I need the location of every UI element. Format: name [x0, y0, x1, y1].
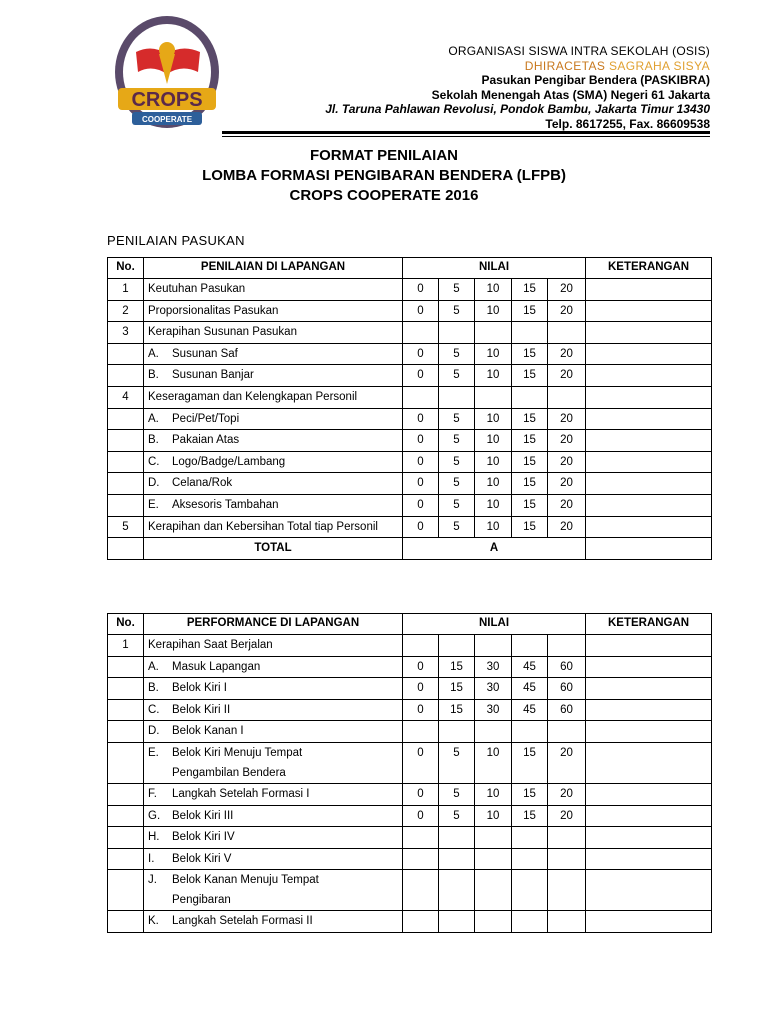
score-option[interactable]: 10 — [475, 300, 512, 322]
score-option[interactable]: 5 — [439, 430, 475, 452]
score-option[interactable]: 0 — [403, 365, 439, 387]
total-blank — [108, 538, 144, 560]
score-option[interactable]: 15 — [512, 742, 548, 783]
score-option[interactable]: 20 — [548, 343, 586, 365]
score-option[interactable]: 60 — [548, 678, 586, 700]
sub-criterion-marker: G. — [148, 809, 161, 822]
score-option[interactable]: 20 — [548, 473, 586, 495]
crops-cooperate-logo — [112, 14, 222, 136]
sub-criterion-label: Peci/Pet/Topi — [172, 412, 240, 425]
keterangan-cell[interactable] — [586, 721, 712, 743]
sub-criterion-label: Belok Kiri V — [172, 852, 232, 865]
sub-criterion-label: Belok Kiri Menuju Tempat Pengambilan Bendera — [172, 746, 303, 779]
table-row — [108, 656, 712, 678]
score-option[interactable]: 0 — [403, 408, 439, 430]
score-option[interactable]: 10 — [475, 516, 512, 538]
score-option — [475, 911, 512, 933]
score-option[interactable]: 10 — [475, 805, 512, 827]
table-row — [108, 678, 712, 700]
score-option[interactable]: 20 — [548, 365, 586, 387]
keterangan-cell[interactable] — [586, 635, 712, 657]
sub-criterion-label: Langkah Setelah Formasi I — [172, 787, 310, 800]
score-option — [512, 322, 548, 344]
table-row — [108, 721, 712, 743]
score-option — [512, 911, 548, 933]
sub-criterion-label: Belok Kanan I — [172, 725, 244, 738]
criterion-label: Proporsionalitas Pasukan — [144, 300, 403, 322]
keterangan-cell[interactable] — [586, 386, 712, 408]
score-option[interactable]: 10 — [475, 408, 512, 430]
sub-criterion-marker: B. — [148, 434, 159, 447]
sub-criterion-marker: B. — [148, 682, 159, 695]
score-option[interactable]: 30 — [475, 656, 512, 678]
score-option[interactable]: 15 — [512, 279, 548, 301]
score-option — [475, 635, 512, 657]
sub-criterion — [144, 805, 403, 827]
school-phone: Telp. 8617255, Fax. 86609538 — [545, 116, 710, 131]
score-option[interactable]: 20 — [548, 783, 586, 805]
score-option[interactable]: 60 — [548, 699, 586, 721]
header-no: No. — [108, 614, 144, 635]
sub-criterion-label: Belok Kiri II — [172, 703, 231, 716]
row-number: 5 — [108, 516, 144, 538]
score-option[interactable]: 30 — [475, 699, 512, 721]
score-option[interactable]: 15 — [439, 656, 475, 678]
score-option[interactable]: 5 — [439, 343, 475, 365]
row-number — [108, 805, 144, 827]
score-option[interactable]: 15 — [512, 516, 548, 538]
table-row — [108, 494, 712, 516]
score-option — [403, 848, 439, 870]
score-option — [475, 848, 512, 870]
score-option[interactable]: 15 — [512, 451, 548, 473]
sub-criterion-label: Belok Kiri IV — [172, 831, 235, 844]
score-option[interactable]: 0 — [403, 300, 439, 322]
score-option[interactable]: 5 — [439, 473, 475, 495]
table-row — [108, 516, 712, 538]
document-title — [0, 146, 768, 206]
total-label: TOTAL — [144, 538, 403, 560]
score-option[interactable]: 20 — [548, 300, 586, 322]
score-option[interactable]: 10 — [475, 473, 512, 495]
keterangan-cell[interactable] — [586, 408, 712, 430]
score-option — [475, 827, 512, 849]
section-title-penilaian-pasukan: PENILAIAN PASUKAN — [107, 233, 245, 248]
criterion-label: Kerapihan Saat Berjalan — [144, 635, 403, 657]
score-option[interactable]: 10 — [475, 430, 512, 452]
score-option[interactable]: 10 — [475, 783, 512, 805]
score-option — [512, 870, 548, 911]
score-option — [475, 322, 512, 344]
row-number: 1 — [108, 279, 144, 301]
sub-criterion-label: Susunan Banjar — [172, 369, 254, 382]
letterhead — [325, 44, 710, 131]
criterion-label: Keutuhan Pasukan — [144, 279, 403, 301]
total-value: A — [403, 538, 586, 560]
score-option — [512, 848, 548, 870]
score-option[interactable]: 0 — [403, 494, 439, 516]
sub-criterion — [144, 742, 403, 783]
table-row — [108, 386, 712, 408]
row-number: 3 — [108, 322, 144, 344]
score-option[interactable]: 20 — [548, 742, 586, 783]
score-option[interactable]: 5 — [439, 279, 475, 301]
sub-criterion-label: Belok Kiri III — [172, 809, 234, 822]
score-option[interactable]: 10 — [475, 343, 512, 365]
sub-criterion-marker: A. — [148, 660, 159, 673]
score-option[interactable]: 0 — [403, 805, 439, 827]
sub-criterion — [144, 473, 403, 495]
row-number — [108, 343, 144, 365]
row-number — [108, 678, 144, 700]
keterangan-cell[interactable] — [586, 827, 712, 849]
score-option — [548, 635, 586, 657]
score-option[interactable]: 5 — [439, 494, 475, 516]
sub-criterion-marker: F. — [148, 787, 157, 800]
logo-sub-text: COOPERATE — [141, 115, 193, 124]
score-option[interactable]: 30 — [475, 678, 512, 700]
score-option — [403, 870, 439, 911]
row-number: 1 — [108, 635, 144, 657]
table-row — [108, 408, 712, 430]
score-option — [403, 386, 439, 408]
score-option[interactable]: 0 — [403, 343, 439, 365]
row-number — [108, 451, 144, 473]
sub-criterion-label: Aksesoris Tambahan — [172, 498, 279, 511]
sub-criterion-label: Langkah Setelah Formasi II — [172, 915, 313, 928]
sub-criterion — [144, 827, 403, 849]
score-option[interactable]: 10 — [475, 742, 512, 783]
keterangan-cell[interactable] — [586, 365, 712, 387]
sub-criterion-marker: A. — [148, 347, 159, 360]
row-number — [108, 721, 144, 743]
keterangan-cell[interactable] — [586, 343, 712, 365]
sub-criterion-marker: H. — [148, 831, 160, 844]
score-option — [548, 848, 586, 870]
school-name: Sekolah Menengah Atas (SMA) Negeri 61 Jakarta — [431, 87, 710, 102]
keterangan-cell[interactable] — [586, 911, 712, 933]
logo-main-text: CROPS — [131, 89, 203, 111]
sub-criterion-marker: C. — [148, 455, 160, 468]
table-row — [108, 300, 712, 322]
score-option[interactable]: 5 — [439, 365, 475, 387]
keterangan-cell[interactable] — [586, 742, 712, 783]
title-line-3: CROPS COOPERATE 2016 — [289, 187, 479, 204]
row-number — [108, 911, 144, 933]
score-option[interactable]: 0 — [403, 451, 439, 473]
sub-criterion — [144, 494, 403, 516]
table-row — [108, 322, 712, 344]
row-number — [108, 870, 144, 911]
score-option[interactable]: 15 — [512, 783, 548, 805]
table-row — [108, 451, 712, 473]
table-row — [108, 827, 712, 849]
score-option — [403, 635, 439, 657]
score-option — [548, 827, 586, 849]
score-option[interactable]: 5 — [439, 742, 475, 783]
score-option — [439, 635, 475, 657]
score-option — [439, 911, 475, 933]
score-option[interactable]: 10 — [475, 279, 512, 301]
sub-criterion — [144, 911, 403, 933]
org-name: ORGANISASI SISWA INTRA SEKOLAH (OSIS) — [448, 44, 710, 58]
sub-criterion-label: Logo/Badge/Lambang — [172, 455, 286, 468]
row-number — [108, 783, 144, 805]
sub-criterion — [144, 699, 403, 721]
keterangan-cell[interactable] — [586, 451, 712, 473]
score-option — [403, 911, 439, 933]
row-number — [108, 473, 144, 495]
score-option[interactable]: 0 — [403, 699, 439, 721]
keterangan-cell[interactable] — [586, 699, 712, 721]
score-option[interactable]: 20 — [548, 805, 586, 827]
header-rule-thick — [222, 131, 710, 134]
header-rule-thin — [222, 136, 710, 137]
score-option — [548, 386, 586, 408]
score-option[interactable]: 0 — [403, 742, 439, 783]
score-option[interactable]: 15 — [512, 473, 548, 495]
sub-criterion-label: Masuk Lapangan — [172, 660, 261, 673]
table-row — [108, 473, 712, 495]
score-option[interactable]: 15 — [512, 430, 548, 452]
score-option[interactable]: 20 — [548, 494, 586, 516]
keterangan-cell[interactable] — [586, 473, 712, 495]
score-option — [475, 721, 512, 743]
score-option[interactable]: 5 — [439, 783, 475, 805]
score-option[interactable]: 5 — [439, 451, 475, 473]
table-row — [108, 848, 712, 870]
row-number: 2 — [108, 300, 144, 322]
sub-criterion — [144, 783, 403, 805]
header-keterangan: KETERANGAN — [586, 258, 712, 279]
score-option[interactable]: 0 — [403, 473, 439, 495]
sub-criterion-label: Pakaian Atas — [172, 434, 240, 447]
score-option[interactable]: 15 — [512, 494, 548, 516]
keterangan-cell[interactable] — [586, 300, 712, 322]
score-option[interactable]: 20 — [548, 451, 586, 473]
score-option[interactable]: 45 — [512, 678, 548, 700]
logo-year: 2016 — [161, 32, 173, 38]
table-row — [108, 635, 712, 657]
score-option[interactable]: 5 — [439, 805, 475, 827]
score-option[interactable]: 45 — [512, 699, 548, 721]
table-row — [108, 279, 712, 301]
score-option — [439, 827, 475, 849]
score-option — [439, 721, 475, 743]
table-row — [108, 365, 712, 387]
keterangan-cell[interactable] — [586, 805, 712, 827]
motto: DHIRACETAS SAGRAHA SISYA — [524, 58, 710, 73]
keterangan-cell[interactable] — [586, 279, 712, 301]
score-option[interactable]: 15 — [512, 343, 548, 365]
row-number — [108, 430, 144, 452]
sub-criterion — [144, 430, 403, 452]
score-option[interactable]: 15 — [512, 805, 548, 827]
score-option[interactable]: 20 — [548, 279, 586, 301]
row-number — [108, 656, 144, 678]
score-option — [403, 721, 439, 743]
row-number — [108, 827, 144, 849]
school-address: Jl. Taruna Pahlawan Revolusi, Pondok Bambu, Jakarta Timur 13430 — [325, 102, 710, 116]
score-option[interactable]: 5 — [439, 300, 475, 322]
table-row — [108, 911, 712, 933]
score-option[interactable]: 60 — [548, 656, 586, 678]
keterangan-cell[interactable] — [586, 430, 712, 452]
score-option — [403, 827, 439, 849]
score-option — [475, 870, 512, 911]
header-keterangan: KETERANGAN — [586, 614, 712, 635]
row-number — [108, 365, 144, 387]
table-row — [108, 805, 712, 827]
sub-criterion-marker: C. — [148, 703, 160, 716]
keterangan-cell[interactable] — [586, 656, 712, 678]
sub-criterion — [144, 656, 403, 678]
sub-criterion — [144, 408, 403, 430]
criterion-label: Keseragaman dan Kelengkapan Personil — [144, 386, 403, 408]
unit-name: Pasukan Pengibar Bendera (PASKIBRA) — [481, 73, 710, 87]
total-row — [108, 538, 712, 560]
criterion-label: Kerapihan dan Kebersihan Total tiap Personil — [144, 516, 403, 538]
score-option[interactable]: 20 — [548, 430, 586, 452]
sub-criterion — [144, 451, 403, 473]
score-option[interactable]: 0 — [403, 516, 439, 538]
sub-criterion-marker: D. — [148, 477, 160, 490]
score-option[interactable]: 20 — [548, 408, 586, 430]
score-option[interactable]: 15 — [512, 300, 548, 322]
keterangan-cell[interactable] — [586, 516, 712, 538]
keterangan-cell[interactable] — [586, 783, 712, 805]
header-nilai: NILAI — [403, 258, 586, 279]
table-row — [108, 430, 712, 452]
score-option[interactable]: 0 — [403, 279, 439, 301]
criterion-label: Kerapihan Susunan Pasukan — [144, 322, 403, 344]
header-no: No. — [108, 258, 144, 279]
score-option — [512, 721, 548, 743]
keterangan-cell[interactable] — [586, 322, 712, 344]
score-option[interactable]: 45 — [512, 656, 548, 678]
score-option — [475, 386, 512, 408]
score-option — [439, 386, 475, 408]
score-option — [403, 322, 439, 344]
sub-criterion-marker: E. — [148, 746, 159, 759]
score-option — [548, 322, 586, 344]
score-option[interactable]: 5 — [439, 516, 475, 538]
score-option — [512, 827, 548, 849]
table-row — [108, 699, 712, 721]
sub-criterion-marker: D. — [148, 725, 160, 738]
table-row — [108, 742, 712, 783]
keterangan-cell[interactable] — [586, 848, 712, 870]
sub-criterion — [144, 343, 403, 365]
header-nilai: NILAI — [403, 614, 586, 635]
sub-criterion — [144, 365, 403, 387]
sub-criterion — [144, 721, 403, 743]
row-number — [108, 742, 144, 783]
sub-criterion-marker: B. — [148, 369, 159, 382]
sub-criterion-marker: J. — [148, 874, 157, 887]
score-option[interactable]: 10 — [475, 365, 512, 387]
score-option[interactable]: 15 — [512, 365, 548, 387]
score-option — [512, 635, 548, 657]
score-option — [548, 721, 586, 743]
row-number: 4 — [108, 386, 144, 408]
score-option[interactable]: 0 — [403, 783, 439, 805]
sub-criterion-label: Susunan Saf — [172, 347, 238, 360]
title-line-2: LOMBA FORMASI PENGIBARAN BENDERA (LFPB) — [202, 167, 566, 184]
table-row — [108, 783, 712, 805]
keterangan-cell[interactable] — [586, 538, 712, 560]
score-option[interactable]: 0 — [403, 678, 439, 700]
table-row — [108, 343, 712, 365]
sub-criterion — [144, 870, 403, 911]
penilaian-pasukan-table — [107, 257, 712, 560]
performance-table — [107, 613, 712, 933]
sub-criterion — [144, 848, 403, 870]
table-row — [108, 870, 712, 911]
sub-criterion-marker: I. — [148, 852, 155, 865]
row-number — [108, 848, 144, 870]
header-criteria: PERFORMANCE DI LAPANGAN — [144, 614, 403, 635]
sub-criterion-marker: K. — [148, 915, 159, 928]
sub-criterion — [144, 678, 403, 700]
table-header-row — [108, 614, 712, 635]
score-option[interactable]: 10 — [475, 451, 512, 473]
row-number — [108, 494, 144, 516]
score-option[interactable]: 15 — [439, 699, 475, 721]
score-option — [548, 870, 586, 911]
score-option[interactable]: 10 — [475, 494, 512, 516]
score-option — [439, 322, 475, 344]
score-option[interactable]: 0 — [403, 430, 439, 452]
header-criteria: PENILAIAN DI LAPANGAN — [144, 258, 403, 279]
row-number — [108, 408, 144, 430]
sub-criterion-label: Celana/Rok — [172, 477, 233, 490]
score-option[interactable]: 15 — [512, 408, 548, 430]
sub-criterion-label: Belok Kiri I — [172, 682, 227, 695]
score-option — [439, 848, 475, 870]
keterangan-cell[interactable] — [586, 678, 712, 700]
score-option[interactable]: 15 — [439, 678, 475, 700]
title-line-1: FORMAT PENILAIAN — [309, 147, 459, 164]
score-option[interactable]: 0 — [403, 656, 439, 678]
sub-criterion-marker: E. — [148, 498, 159, 511]
score-option — [439, 870, 475, 911]
sub-criterion-label: Belok Kanan Menuju Tempat Pengibaran — [172, 874, 319, 907]
keterangan-cell[interactable] — [586, 870, 712, 911]
score-option[interactable]: 20 — [548, 516, 586, 538]
score-option — [548, 911, 586, 933]
table-header-row — [108, 258, 712, 279]
row-number — [108, 699, 144, 721]
score-option — [512, 386, 548, 408]
keterangan-cell[interactable] — [586, 494, 712, 516]
sub-criterion-marker: A. — [148, 412, 159, 425]
score-option[interactable]: 5 — [439, 408, 475, 430]
